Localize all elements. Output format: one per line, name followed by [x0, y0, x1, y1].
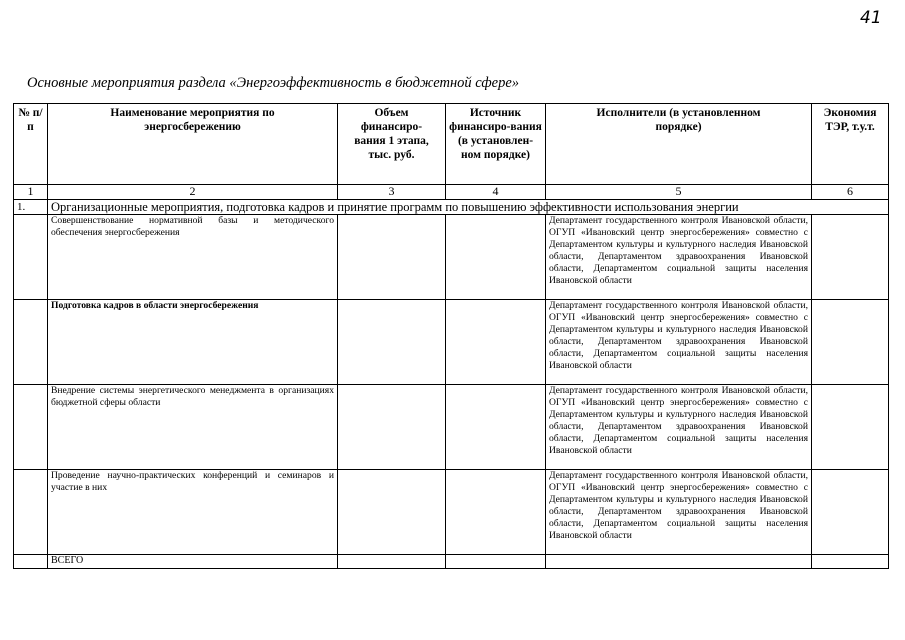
- measure-executor: Департамент государственного контроля Ивановской области, ОГУП «Ивановский центр энергосбережения» совместно с Департаментом культуры и культурного наследия Ивановской области, Департаментом здравоохранения Ивановской области, Департаментом социальной защиты населения Ивановской области: [546, 300, 812, 385]
- measure-executor: Департамент государственного контроля Ивановской области, ОГУП «Ивановский центр энергосбережения» совместно с Департаментом культуры и культурного наследия Ивановской области, Департаментом здравоохранения Ивановской области, Департаментом социальной защиты населения Ивановской области: [546, 470, 812, 555]
- table-row: [14, 385, 889, 470]
- total-label: ВСЕГО: [48, 555, 338, 569]
- header-volume: Объем финансиро-вания 1 этапа, тыс. руб.: [338, 104, 446, 185]
- section-number: 1.: [14, 200, 48, 215]
- table-row: [14, 470, 889, 555]
- header-name: Наименование мероприятия по энергосбережению: [48, 104, 338, 185]
- header-row: [14, 104, 889, 185]
- measure-executor: Департамент государственного контроля Ивановской области, ОГУП «Ивановский центр энергосбережения» совместно с Департаментом культуры и культурного наследия Ивановской области, Департаментом здравоохранения Ивановской области, Департаментом социальной защиты населения Ивановской области: [546, 385, 812, 470]
- measure-name: Проведение научно-практических конференций и семинаров и участие в них: [48, 470, 338, 555]
- table-row: [14, 300, 889, 385]
- measure-name: Внедрение системы энергетического менеджмента в организациях бюджетной сферы области: [48, 385, 338, 470]
- table-row: [14, 215, 889, 300]
- column-number: 4: [446, 185, 546, 200]
- page-number: 41: [860, 8, 882, 28]
- page-title: Основные мероприятия раздела «Энергоэффективность в бюджетной сфере»: [27, 75, 520, 91]
- column-number: 2: [48, 185, 338, 200]
- total-row: [14, 555, 889, 569]
- column-number: 3: [338, 185, 446, 200]
- measure-name: Подготовка кадров в области энергосбережения: [48, 300, 338, 385]
- column-number: 5: [546, 185, 812, 200]
- column-number: 1: [14, 185, 48, 200]
- measure-name: Совершенствование нормативной базы и методического обеспечения энергосбережения: [48, 215, 338, 300]
- measures-table: [13, 103, 889, 569]
- header-source: Источник финансиро-вания (в установлен-ном порядке): [446, 104, 546, 185]
- measure-executor: Департамент государственного контроля Ивановской области, ОГУП «Ивановский центр энергосбережения» совместно с Департаментом культуры и культурного наследия Ивановской области, Департаментом здравоохранения Ивановской области, Департаментом социальной защиты населения Ивановской области: [546, 215, 812, 300]
- header-executors: Исполнители (в установленном порядке): [546, 104, 812, 185]
- column-number: 6: [812, 185, 889, 200]
- section-title: Организационные мероприятия, подготовка кадров и принятие программ по повышению эффективности использования энергии: [48, 200, 889, 215]
- header-num: № п/п: [14, 104, 48, 185]
- column-numbers-row: [14, 185, 889, 200]
- header-savings: Экономия ТЭР, т.у.т.: [812, 104, 889, 185]
- section-row: [14, 200, 889, 215]
